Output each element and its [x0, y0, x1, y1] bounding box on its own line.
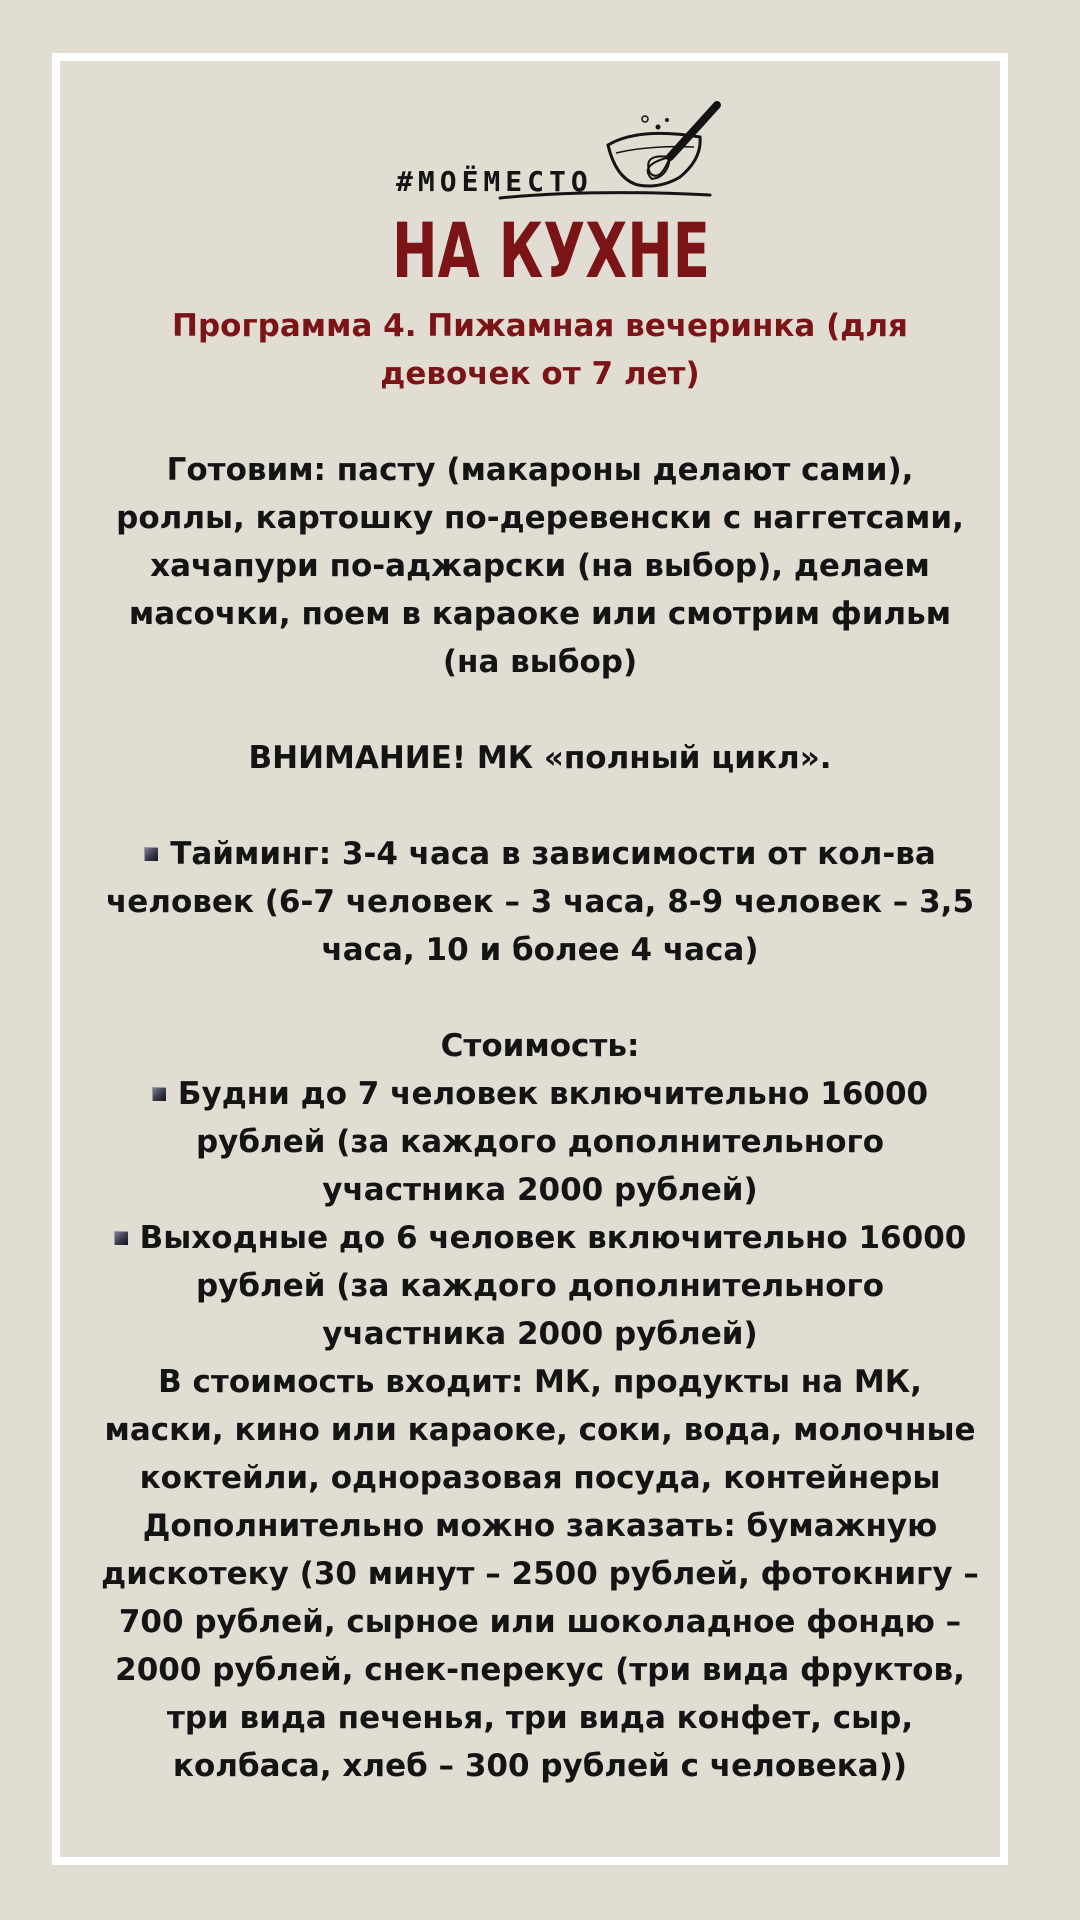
- whisk-icon: [670, 105, 717, 157]
- logo: [0, 97, 1080, 295]
- weekdays-text: Будни до 7 человек включительно 16000 рублей (за каждого дополнительного участника 2000 рублей): [177, 1076, 929, 1208]
- menu-text: Готовим: пасту (макароны делают сами), роллы, картошку по-деревенски с наггетсами, хачапури по-аджарски (на выбор), делаем масочки, поем в караоке или смотрим фильм (на выбор): [116, 452, 964, 680]
- price-heading: Стоимость:: [440, 1028, 640, 1064]
- attention-note: ВНИМАНИЕ! МК «полный цикл».: [248, 740, 832, 776]
- program-title: Программа 4. Пижамная вечеринка (для девочек от 7 лет): [172, 308, 908, 392]
- timing-item: [100, 830, 980, 974]
- whisk-bowl-logo: [380, 97, 720, 295]
- bullet-icon: [152, 1087, 166, 1101]
- program-description: [100, 302, 980, 1790]
- included-text: В стоимость входит: МК, продукты на МК, маски, кино или караоке, соки, вода, молочные коктейли, одноразовая посуда, контейнеры: [104, 1364, 976, 1496]
- weekends-item: [100, 1214, 980, 1358]
- logo-name: НА КУХНЕ: [392, 206, 710, 295]
- bullet-icon: [114, 1231, 128, 1245]
- weekends-text: Выходные до 6 человек включительно 16000 рублей (за каждого дополнительного участника 2000 рублей): [139, 1220, 967, 1352]
- logo-hashtag: #МОЁМЕСТО: [396, 165, 593, 198]
- timing-text: Тайминг: 3-4 часа в зависимости от кол-ва человек (6-7 человек – 3 часа, 8-9 человек – 3,5 часа, 10 и более 4 часа): [105, 836, 975, 968]
- weekdays-item: [100, 1070, 980, 1214]
- bullet-icon: [144, 847, 158, 861]
- extras-text: Дополнительно можно заказать: бумажную дискотеку (30 минут – 2500 рублей, фотокнигу – 700 рублей, сырное или шоколадное фондю – 2000 рублей, снек-перекус (три вида фруктов, три вида печенья, три вида конфет, сыр, колбаса, хлеб – 300 рублей с человека)): [101, 1508, 979, 1784]
